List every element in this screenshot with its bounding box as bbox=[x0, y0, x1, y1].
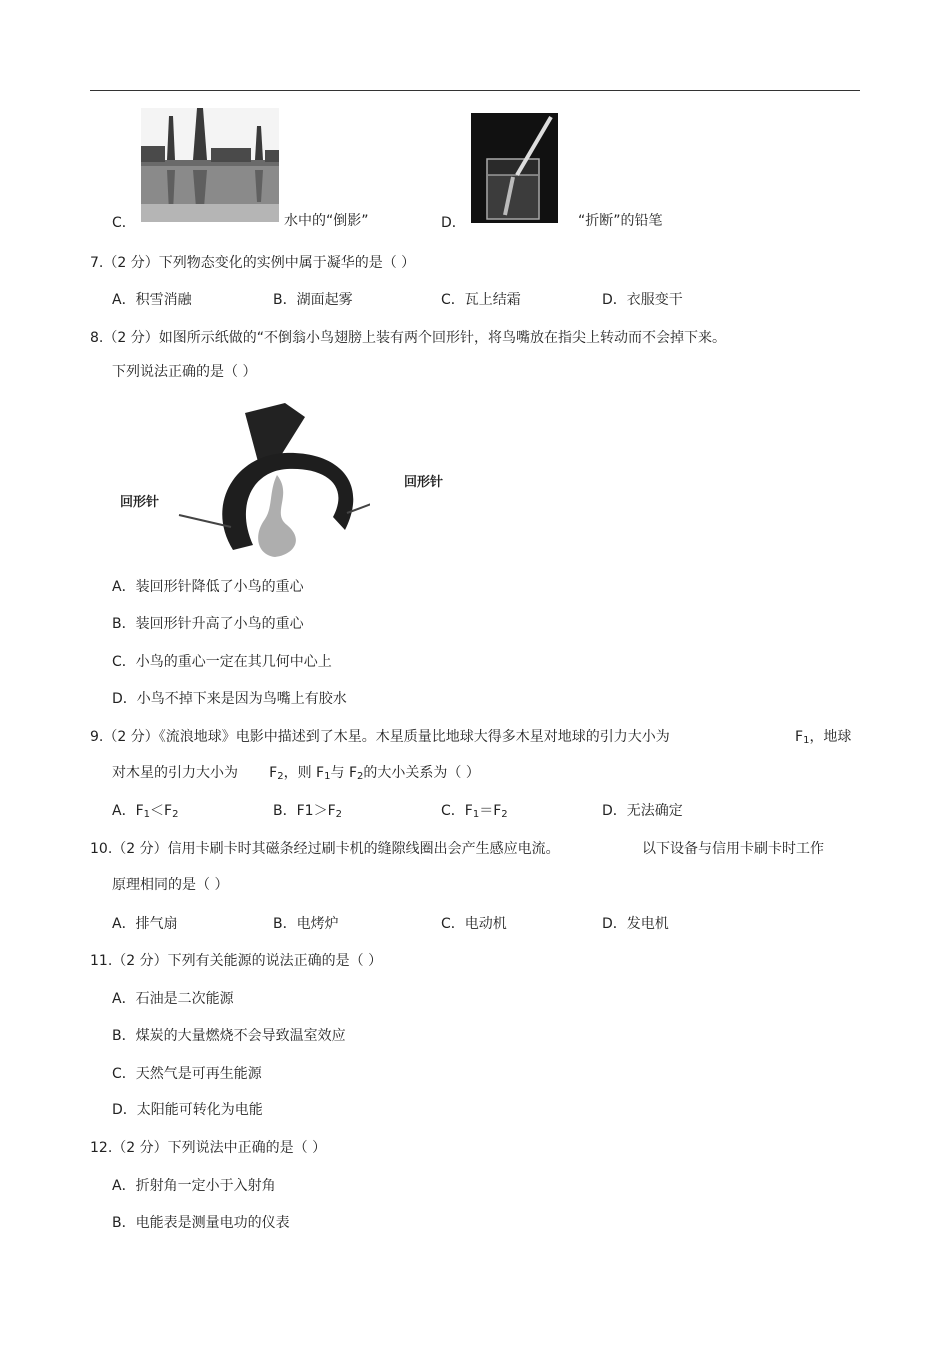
q11-stem: 11.（2 分）下列有关能源的说法正确的是（ ） bbox=[90, 953, 383, 969]
q9-option-b: B．$F1>F_2$ bbox=[273, 803, 342, 820]
q8-option-d: D．小鸟不掉下来是因为鸟嘴上有胶水 bbox=[112, 691, 347, 707]
q10-option-a: A．排气扇 bbox=[112, 916, 178, 932]
q10-stem-line2: 原理相同的是（ ） bbox=[112, 877, 229, 893]
q7-option-d: D．衣服变干 bbox=[602, 292, 683, 308]
q6-option-d-label: D． bbox=[441, 215, 466, 231]
q7-stem: 7.（2 分）下列物态变化的实例中属于凝华的是（ ） bbox=[90, 255, 416, 271]
q10-option-c: C．电动机 bbox=[441, 916, 507, 932]
q11-option-c: C．天然气是可再生能源 bbox=[112, 1066, 262, 1082]
q6-option-c-label: C． bbox=[112, 215, 136, 231]
q9-stem-line2: 对木星的引力大小为 $F_2$，则 $F_1$与 $F_2$的大小关系为（ ） bbox=[112, 765, 480, 782]
q10-stem-line1-b: 以下设备与信用卡刷卡时工作 bbox=[642, 841, 824, 857]
q9-stem-line1: 9.（2 分）《流浪地球》电影中描述到了木星。木星质量比地球大得多木星对地球的引力大小为 bbox=[90, 729, 670, 745]
header-rule bbox=[90, 90, 860, 91]
pagoda-reflection-image bbox=[141, 108, 279, 222]
q11-option-a: A．石油是二次能源 bbox=[112, 991, 234, 1007]
q8-figure-label-right: 回形针 bbox=[404, 475, 444, 490]
q9-option-c: C．$F_1=F_2$ bbox=[441, 803, 508, 820]
q8-figure-label-left: 回形针 bbox=[120, 495, 160, 510]
q6-option-c-caption: 水中的“倒影” bbox=[284, 213, 369, 229]
q11-option-d: D．太阳能可转化为电能 bbox=[112, 1102, 263, 1118]
q8-option-a: A．装回形针降低了小鸟的重心 bbox=[112, 579, 304, 595]
q9-option-d: D．无法确定 bbox=[602, 803, 683, 819]
bent-pencil-in-beaker-image bbox=[471, 113, 558, 223]
q8-option-c: C．小鸟的重心一定在其几何中心上 bbox=[112, 654, 332, 670]
tumbler-bird-figure bbox=[175, 395, 370, 560]
q8-stem-line1: 8.（2 分）如图所示纸做的“不倒翁小鸟翅膀上装有两个回形针，将鸟嘴放在指尖上转动而不会掉下来。 bbox=[90, 330, 726, 346]
q10-option-d: D．发电机 bbox=[602, 916, 669, 932]
q11-option-b: B．煤炭的大量燃烧不会导致温室效应 bbox=[112, 1028, 346, 1044]
q8-option-b: B．装回形针升高了小鸟的重心 bbox=[112, 616, 304, 632]
q9-f1-symbol: $F_1$，地球 bbox=[795, 729, 852, 746]
q10-stem-line1-a: 10.（2 分）信用卡刷卡时其磁条经过刷卡机的缝隙线圈出会产生感应电流。 bbox=[90, 841, 560, 857]
q10-option-b: B．电烤炉 bbox=[273, 916, 339, 932]
q12-option-a: A．折射角一定小于入射角 bbox=[112, 1178, 276, 1194]
q9-option-a: A．$F_1<F_2$ bbox=[112, 803, 179, 820]
q7-option-a: A．积雪消融 bbox=[112, 292, 192, 308]
q8-stem-line2: 下列说法正确的是（ ） bbox=[112, 364, 257, 380]
q7-option-c: C．瓦上结霜 bbox=[441, 292, 521, 308]
q6-option-d-caption: “折断”的铅笔 bbox=[578, 213, 663, 229]
q12-stem: 12.（2 分）下列说法中正确的是（ ） bbox=[90, 1140, 327, 1156]
q7-option-b: B．湖面起雾 bbox=[273, 292, 353, 308]
q12-option-b: B．电能表是测量电功的仪表 bbox=[112, 1215, 290, 1231]
